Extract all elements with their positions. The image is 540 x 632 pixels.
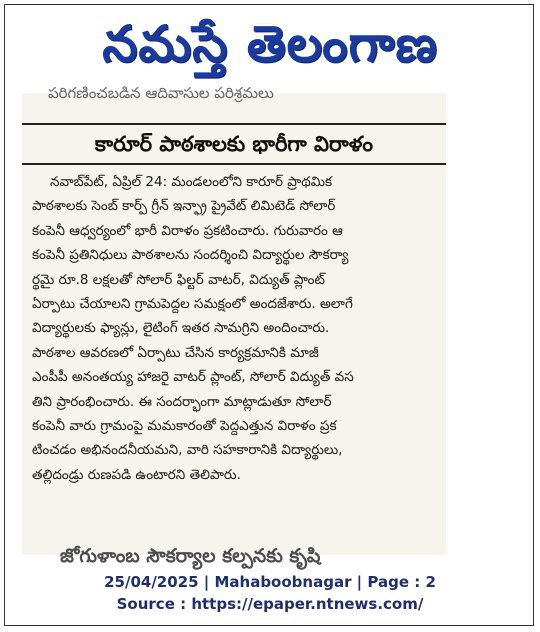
previous-article-fragment: పరిగణించబడిన ఆదివాసుల పరిశ్రమలు — [48, 84, 274, 102]
next-article-headline-fragment: జోగుళాంబ సౌకర్యాల కల్పనకు కృషి — [60, 545, 321, 567]
article-line: నవాబ్‌పేట్, ఏప్రిల్ 24: మండలంలోని కారూర్ ప్రాథమిక — [50, 174, 333, 190]
article-line: పాఠశాల ఆవరణలో ఏర్పాటు చేసిన కార్యక్రమానికి మాజీ — [32, 344, 319, 361]
article-line: పాఠశాలకు సెంబ్ కార్ప్ గ్రీన్ ఇన్ఫ్రా ప్రైవేట్ లిమిటెడ్ సోలార్ — [32, 198, 336, 215]
source-link[interactable]: Source : https://epaper.ntnews.com/ — [116, 595, 424, 613]
headline-bottom-rule — [22, 163, 446, 165]
article-line: విద్యార్థులకు ఫ్యాన్లు, లైటింగ్ ఇతర సామగ్రిని అందించారు. — [32, 320, 330, 337]
footer — [5, 571, 535, 615]
article-line: ఏర్పాటు చేయాలని గ్రామపెద్దల సమక్షంలో అందజేశారు. అలాగే — [32, 295, 353, 312]
article-clipping — [22, 84, 446, 567]
article-body — [32, 170, 440, 548]
article-headline: కారూర్ పాఠశాలకు భారీగా విరాళం — [94, 132, 374, 156]
article-line: టించడం అభినందనీయమని, వారి సహకారానికి విద్యార్థులు, — [32, 442, 343, 459]
article-line: కంపెనీ ఆధ్వర్యంలో భారీ విరాళం ప్రకటించారు. గురువారం ఆ — [32, 222, 343, 239]
article-line: కంపెనీ ప్రతినిధులు పాఠశాలను సందర్శించి విద్యార్థుల సౌకర్యా — [32, 247, 349, 264]
masthead — [5, 13, 535, 75]
article-line: కంపెనీ వారు గ్రామంపై మమకారంతో పెద్దఎత్తున విరాళం ప్రక — [32, 417, 337, 434]
article-line: ఎంపీపీ అనంతయ్య హాజరై వాటర్ ప్లాంట్, సోలార్ విద్యుత్ వస — [32, 369, 354, 386]
page-frame — [4, 4, 534, 626]
article-line: ర్థమై రూ.8 లక్షలతో సోలార్ ఫిల్టర్ వాటర్, విద్యుత్ ప్లాంట్ — [32, 271, 325, 288]
newspaper-logo: నమస్తే తెలంగాణ — [102, 15, 438, 73]
article-line: తల్లిదండ్రు రుణపడి ఉంటారని తెలిపారు. — [32, 466, 241, 483]
article-line: తిని ప్రారంభించారు. ఈ సందర్భాంగా మాట్లాడుతూ సోలార్ — [32, 393, 332, 410]
edition-info: 25/04/2025 | Mahaboobnagar | Page : 2 — [104, 573, 436, 591]
